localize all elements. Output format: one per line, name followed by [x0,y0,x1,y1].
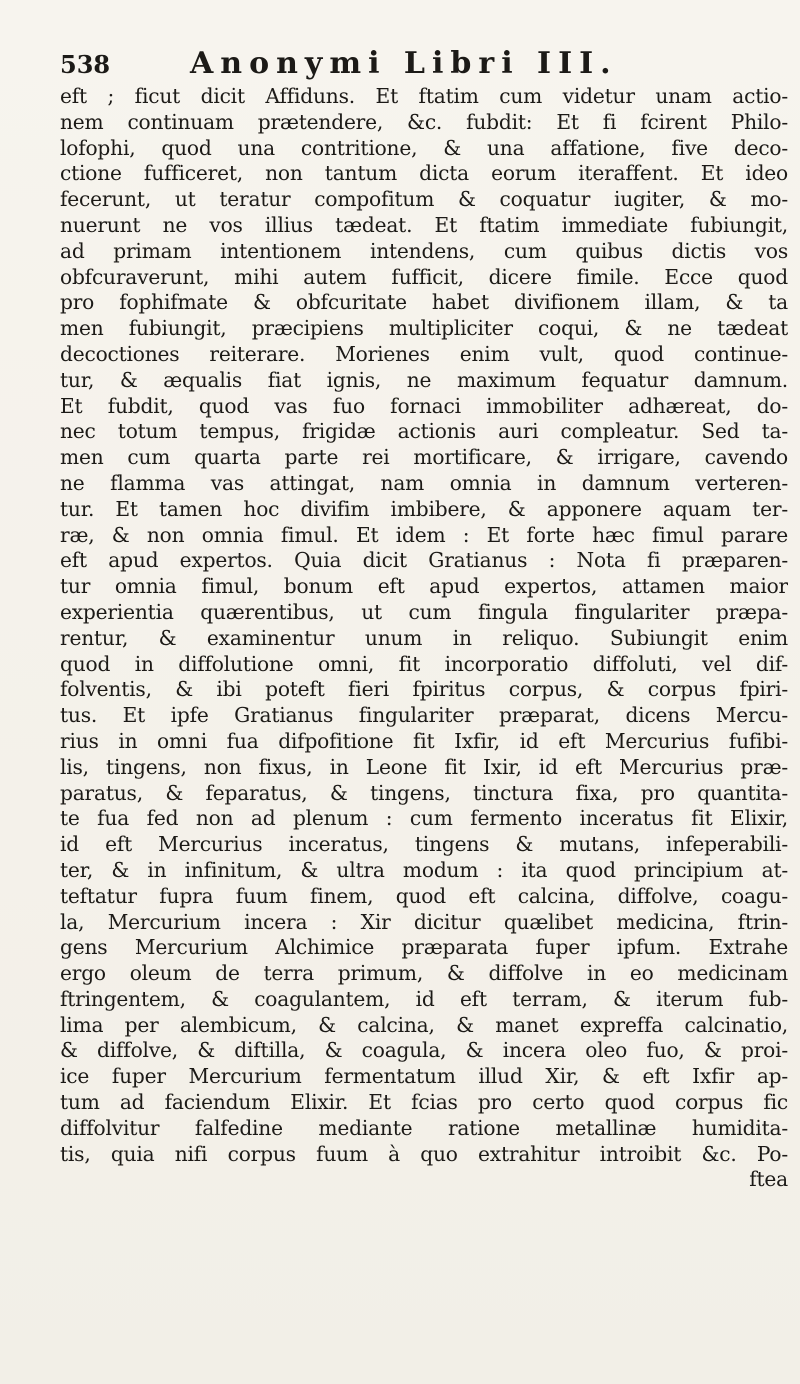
page-header [60,46,780,86]
text-line: ter, & in infinitum, & ultra modum : ita quod principium at- [60,857,788,882]
text-line: id eft Mercurius inceratus, tingens & mutans, infeperabili- [60,832,788,857]
text-line: ad primam intentionem intendens, cum quibus dictis vos [60,238,788,263]
text-line: nem continuam prætendere, &c. fubdit: Et fi fcirent Philo- [60,109,788,134]
text-line: quod in diffolutione omni, fit incorporatio diffoluti, vel dif- [60,651,788,676]
text-line: la, Mercurium incera : Xir dicitur quælibet medicina, ftrin- [60,909,788,934]
text-line: tus. Et ipfe Gratianus fingulariter præparat, dicens Mercu- [60,703,788,728]
text-line: obfcuraverunt, mihi autem fufficit, dicere fimile. Ecce quod [60,264,788,289]
text-line: diffolvitur falfedine mediante ratione metallinæ humidita- [60,1115,788,1140]
text-line: paratus, & feparatus, & tingens, tinctura fixa, pro quantita- [60,780,788,805]
text-line: fecerunt, ut teratur compofitum & coquatur iugiter, & mo- [60,187,788,212]
text-line: & diffolve, & diftilla, & coagula, & incera oleo fuo, & proi- [60,1038,788,1063]
text-line: lima per alembicum, & calcina, & manet expreffa calcinatio, [60,1012,788,1037]
text-line: experientia quærentibus, ut cum fingula fingulariter præpa- [60,599,788,624]
body-text [60,84,788,1193]
text-line: teftatur fupra fuum finem, quod eft calcina, diffolve, coagu- [60,883,788,908]
text-line: men fubiungit, præcipiens multipliciter coqui, & ne tædeat [60,316,788,341]
text-line: gens Mercurium Alchimice præparata fuper ipfum. Extrahe [60,935,788,960]
text-line: tur. Et tamen hoc divifim imbibere, & apponere aquam ter- [60,496,788,521]
text-line: tur, & æqualis fiat ignis, ne maximum fequatur damnum. [60,367,788,392]
text-line: nec totum tempus, frigidæ actionis auri compleatur. Sed ta- [60,419,788,444]
text-line: eft ; ficut dicit Affiduns. Et ftatim cum videtur unam actio- [60,84,788,108]
text-line: te fua fed non ad plenum : cum fermento inceratus fit Elixir, [60,806,788,831]
text-line: Et fubdit, quod vas fuo fornaci immobiliter adhæreat, do- [60,393,788,418]
text-line: ftea [749,1167,788,1192]
text-line: lofophi, quod una contritione, & una affatione, five deco- [60,135,788,160]
text-line: lis, tingens, non fixus, in Leone fit Ixir, id eft Mercurius præ- [60,754,788,779]
text-line: ræ, & non omnia fimul. Et idem : Et forte hæc fimul parare [60,522,788,547]
text-line: tis, quia nifi corpus fuum à quo extrahitur introibit &c. Po- [60,1141,788,1166]
text-line: ice fuper Mercurium fermentatum illud Xir, & eft Ixfir ap- [60,1064,788,1089]
text-line: tur omnia fimul, bonum eft apud expertos, attamen maior [60,574,788,599]
text-line: ergo oleum de terra primum, & diffolve in eo medicinam [60,961,788,986]
text-line: nuerunt ne vos illius tædeat. Et ftatim immediate fubiungit, [60,212,788,237]
text-line: ne flamma vas attingat, nam omnia in damnum verteren- [60,470,788,495]
running-title: Anonymi Libri III. [190,46,618,81]
text-line: decoctiones reiterare. Morienes enim vult, quod continue- [60,341,788,366]
text-line: tum ad faciendum Elixir. Et fcias pro certo quod corpus fic [60,1090,788,1115]
text-line: rius in omni fua difpofitione fit Ixfir, id eft Mercurius fufibi- [60,728,788,753]
text-line: rentur, & examinentur unum in reliquo. Subiungit enim [60,625,788,650]
page-number: 538 [60,50,111,79]
text-line: folventis, & ibi poteft fieri fpiritus corpus, & corpus fpiri- [60,677,788,702]
text-line: ctione fufficeret, non tantum dicta eorum iteraffent. Et ideo [60,161,788,186]
text-line: pro fophifmate & obfcuritate habet divifionem illam, & ta [60,290,788,315]
text-line: men cum quarta parte rei mortificare, & irrigare, cavendo [60,445,788,470]
text-line: ftringentem, & coagulantem, id eft terram, & iterum fub- [60,986,788,1011]
text-line: eft apud expertos. Quia dicit Gratianus : Nota fi præparen- [60,548,788,573]
